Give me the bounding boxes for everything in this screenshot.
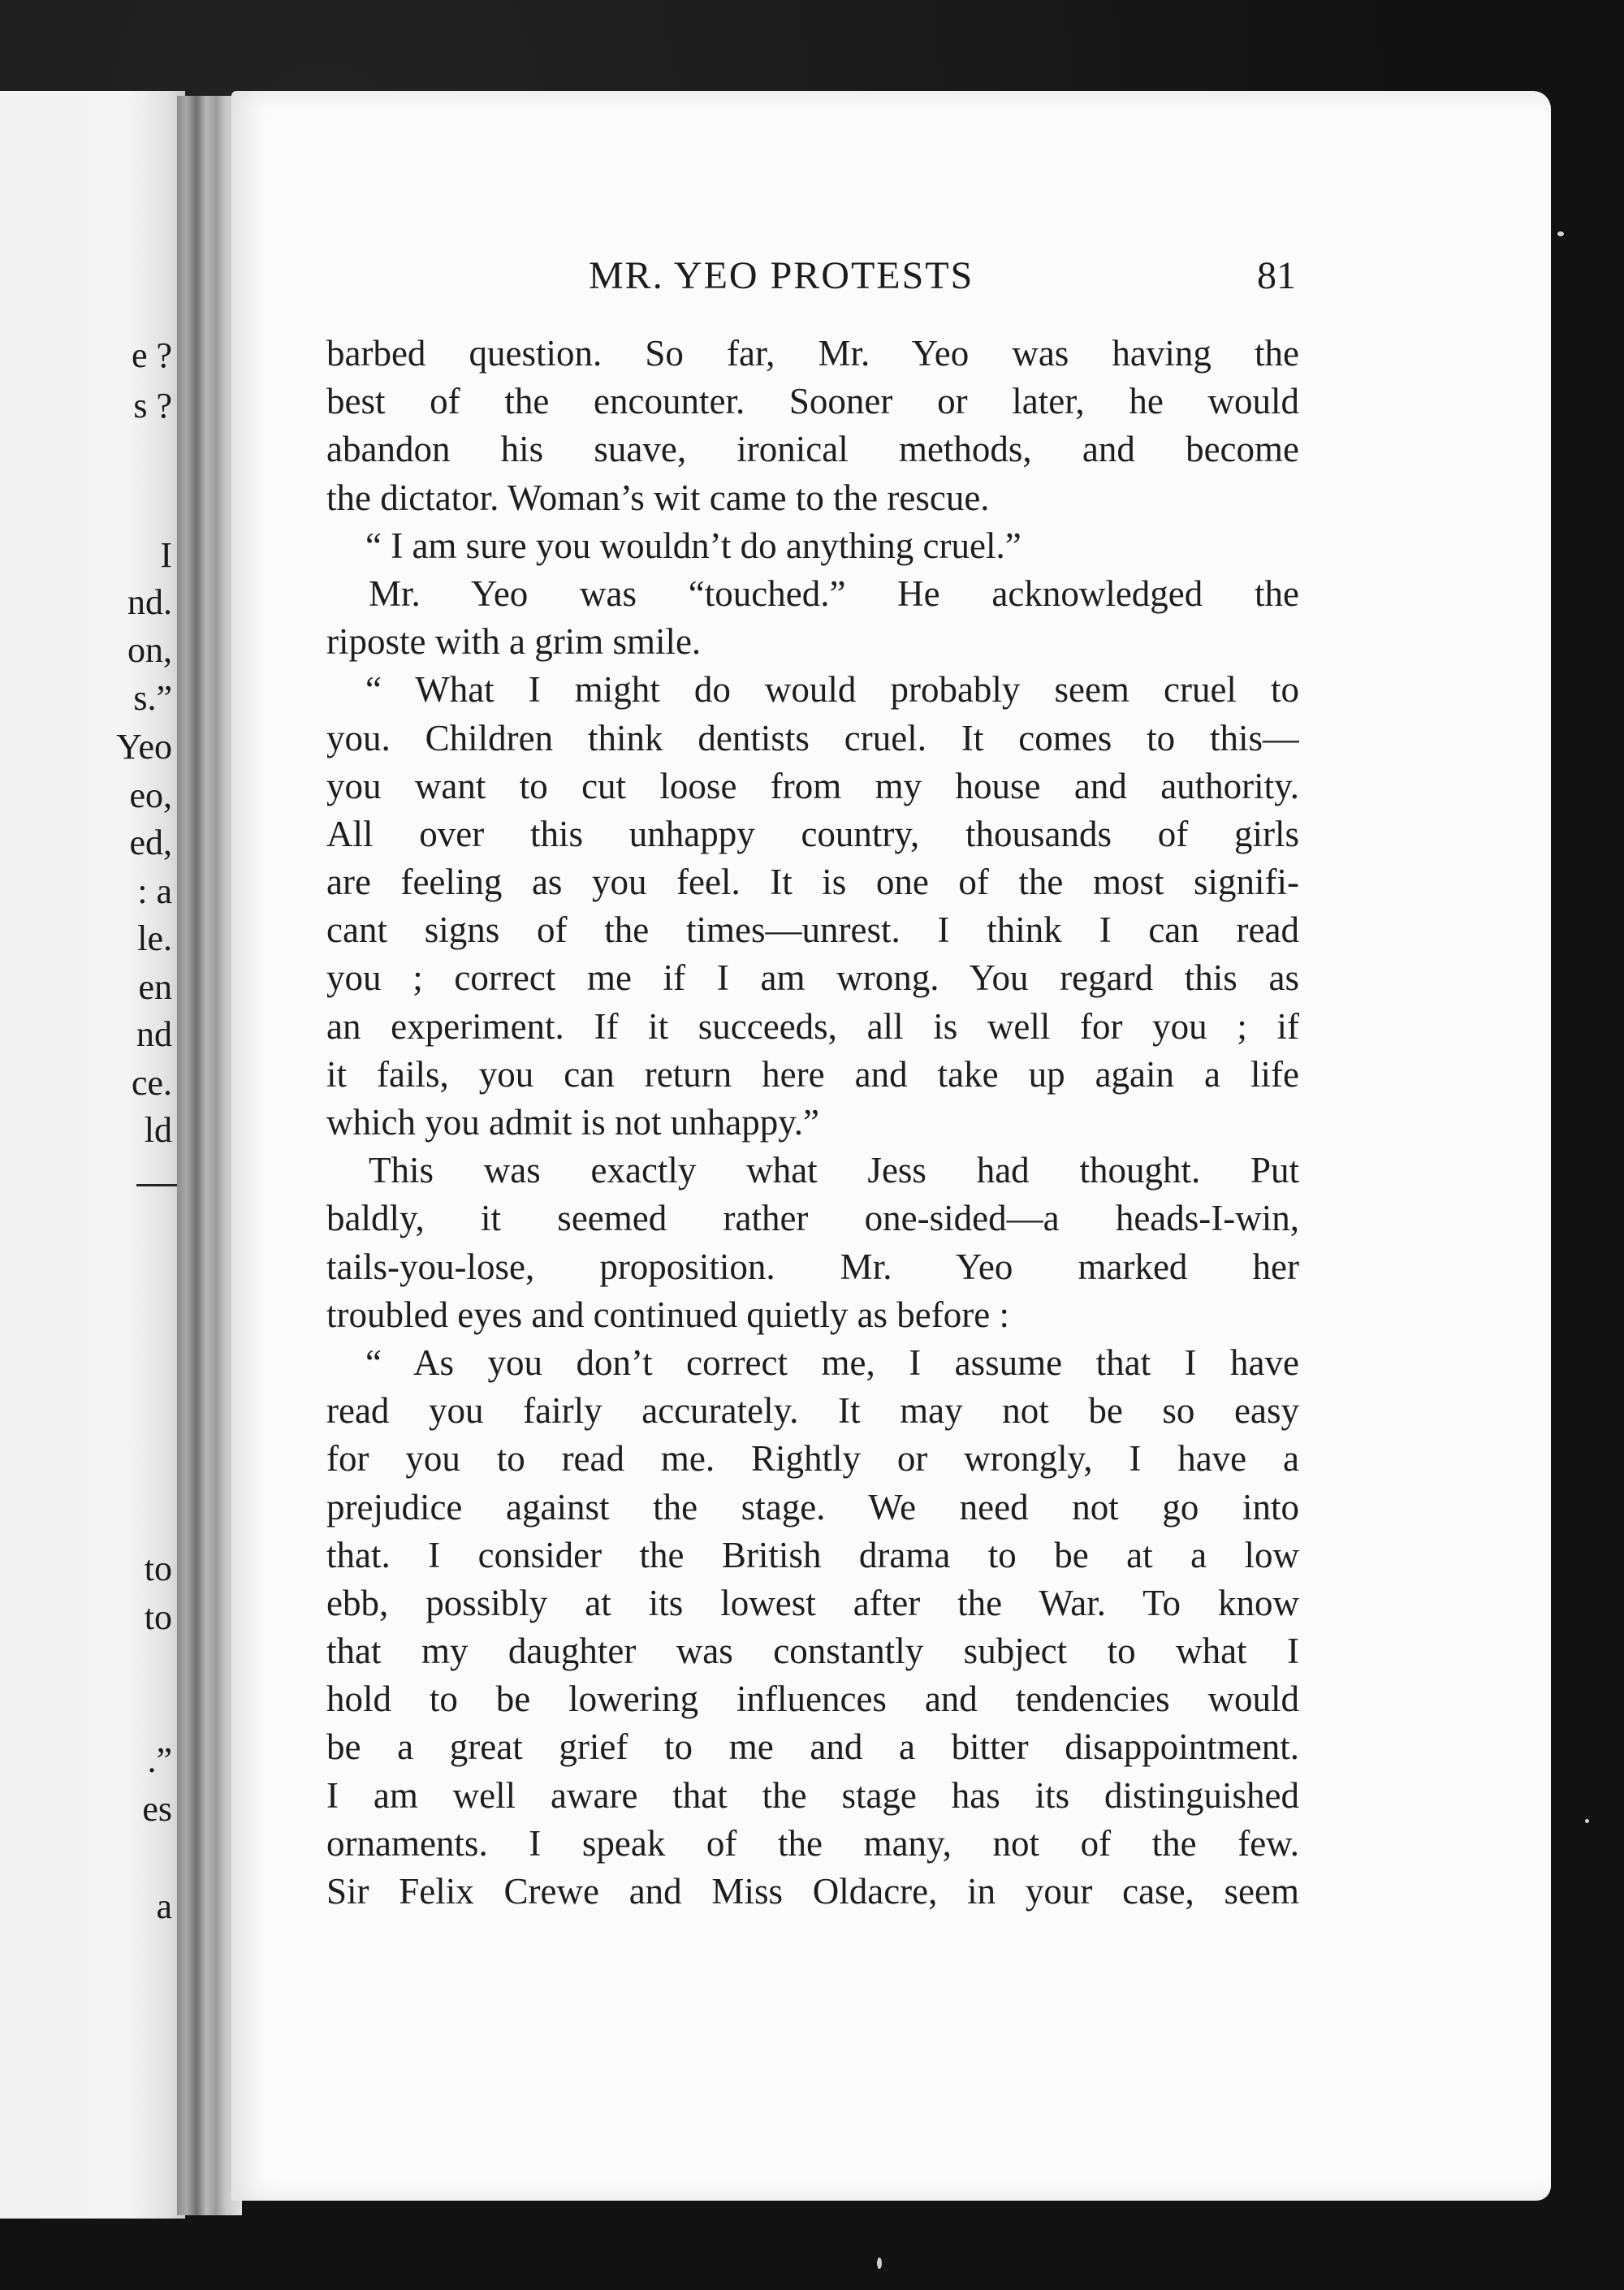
text-line: that my daughter was constantly subject to what I (326, 1631, 1299, 1672)
previous-page-text: s.” (133, 678, 172, 718)
body-text (326, 330, 1299, 1916)
text-line: I am well aware that the stage has its distinguished (326, 1774, 1299, 1816)
text-line: cant signs of the times—unrest. I think I can read (326, 910, 1299, 951)
text-line: prejudice against the stage. We need not go into (326, 1486, 1299, 1527)
previous-page-text: .” (147, 1740, 172, 1780)
text-line: troubled eyes and continued quietly as before : (326, 1294, 1009, 1335)
text-line: Mr. Yeo was “touched.” He acknowledged the (369, 572, 1299, 614)
text-line: hold to be lowering influences and tendencies would (326, 1679, 1299, 1720)
text-line: are feeling as you feel. It is one of the most signifi- (326, 862, 1299, 903)
previous-page-text: nd. (127, 582, 172, 622)
text-line: be a great grief to me and a bitter disappointment. (326, 1726, 1299, 1768)
text-line: you. Children think dentists cruel. It comes to this— (326, 717, 1299, 758)
text-line: that. I consider the British drama to be at a low (326, 1534, 1299, 1575)
previous-page-text: ce. (131, 1063, 172, 1103)
text-line: best of the encounter. Sooner or later, he would (326, 381, 1299, 422)
text-line: “ I am sure you wouldn’t do anything cruel.” (365, 525, 1021, 566)
running-head-title: MR. YEO PROTESTS (589, 254, 974, 297)
text-line: ornaments. I speak of the many, not of the few. (326, 1822, 1299, 1864)
previous-page-text: to (144, 1597, 172, 1637)
text-line: for you to read me. Rightly or wrongly, I have a (326, 1438, 1299, 1480)
text-line: you want to cut loose from my house and authority. (326, 765, 1299, 806)
text-line: Sir Felix Crewe and Miss Oldacre, in your case, seem (326, 1871, 1299, 1912)
previous-page-text: Yeo (116, 727, 172, 767)
previous-page-text: on, (127, 630, 172, 670)
previous-page-text: a (156, 1886, 172, 1926)
text-line: “ What I might do would probably seem cruel to (365, 669, 1299, 711)
text-line: This was exactly what Jess had thought. Put (369, 1150, 1299, 1191)
scan-speck (1585, 1819, 1589, 1823)
text-line: abandon his suave, ironical methods, and become (326, 429, 1299, 470)
text-line: tails-you-lose, proposition. Mr. Yeo marked her (326, 1246, 1299, 1287)
previous-page-text: nd (136, 1014, 172, 1054)
previous-page-text: eo, (129, 776, 172, 815)
page-number: 81 (1257, 254, 1296, 297)
text-line: the dictator. Woman’s wit came to the rescue. (326, 477, 990, 518)
text-line: read you fairly accurately. It may not be so easy (326, 1390, 1299, 1432)
text-line: an experiment. If it succeeds, all is well for you ; if (326, 1005, 1299, 1047)
text-line: barbed question. So far, Mr. Yeo was having the (326, 333, 1299, 374)
previous-page (0, 91, 185, 2219)
text-line: which you admit is not unhappy.” (326, 1102, 819, 1143)
previous-page-text: le. (137, 918, 172, 958)
previous-page-text: I (160, 535, 172, 575)
previous-page-text: ld (144, 1110, 172, 1150)
text-line: All over this unhappy country, thousands of girls (326, 813, 1299, 854)
text-line: baldly, it seemed rather one-sided—a heads-I-win, (326, 1198, 1299, 1239)
previous-page-text: es (142, 1789, 172, 1829)
previous-page-text: to (144, 1549, 172, 1588)
previous-page-text: ed, (129, 823, 172, 862)
text-line: you ; correct me if I am wrong. You regard this as (326, 957, 1299, 999)
previous-page-text: en (138, 967, 172, 1007)
text-line: riposte with a grim smile. (326, 621, 702, 663)
scan-speck (877, 2258, 882, 2269)
previous-page-text: s ? (133, 386, 172, 426)
previous-page-text: : a (137, 871, 172, 911)
text-line: it fails, you can return here and take up again a life (326, 1053, 1299, 1095)
text-line: “ As you don’t correct me, I assume that I have (365, 1342, 1299, 1383)
previous-page-text: e ? (131, 335, 172, 375)
scan-speck (1557, 231, 1564, 236)
text-line: ebb, possibly at its lowest after the War. To know (326, 1582, 1299, 1623)
